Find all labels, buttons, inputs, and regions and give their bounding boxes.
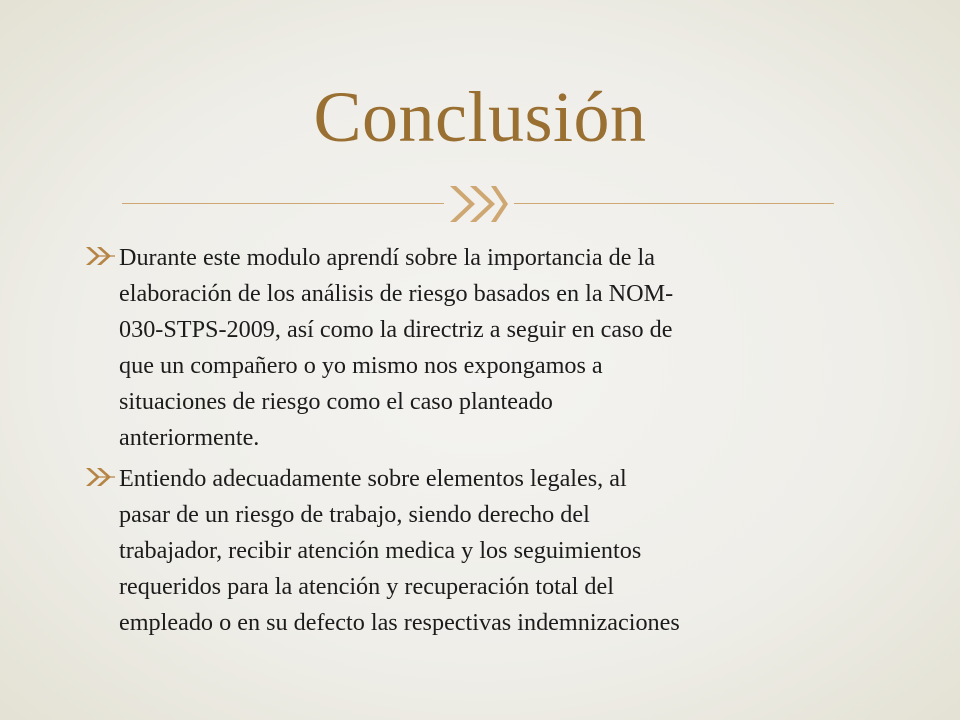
- bullet-text-line: requeridos para la atención y recuperación total del: [119, 573, 614, 600]
- chevron-bullet-icon: [84, 244, 116, 268]
- bullet-text-line: Entiendo adecuadamente sobre elementos legales, al: [119, 465, 627, 492]
- bullet-text-line: elaboración de los análisis de riesgo basados en la NOM-: [119, 280, 674, 307]
- bullet-text-line: empleado o en su defecto las respectivas indemnizaciones: [119, 609, 680, 636]
- bullet-text-line: Durante este modulo aprendí sobre la importancia de la: [119, 244, 655, 271]
- bullet-text-line: que un compañero o yo mismo nos expongamos a: [119, 352, 603, 379]
- bullet-text-line: trabajador, recibir atención medica y los seguimientos: [119, 537, 642, 564]
- bullet-text-line: 030-STPS-2009, así como la directriz a seguir en caso de: [119, 316, 673, 343]
- bullet-text-line: situaciones de riesgo como el caso planteado: [119, 388, 553, 415]
- slide-title: Conclusión: [313, 77, 647, 157]
- chevron-bullet-icon: [84, 465, 116, 489]
- bullet-text-line: pasar de un riesgo de trabajo, siendo derecho del: [119, 501, 590, 528]
- bullet-text-line: anteriormente.: [119, 424, 260, 451]
